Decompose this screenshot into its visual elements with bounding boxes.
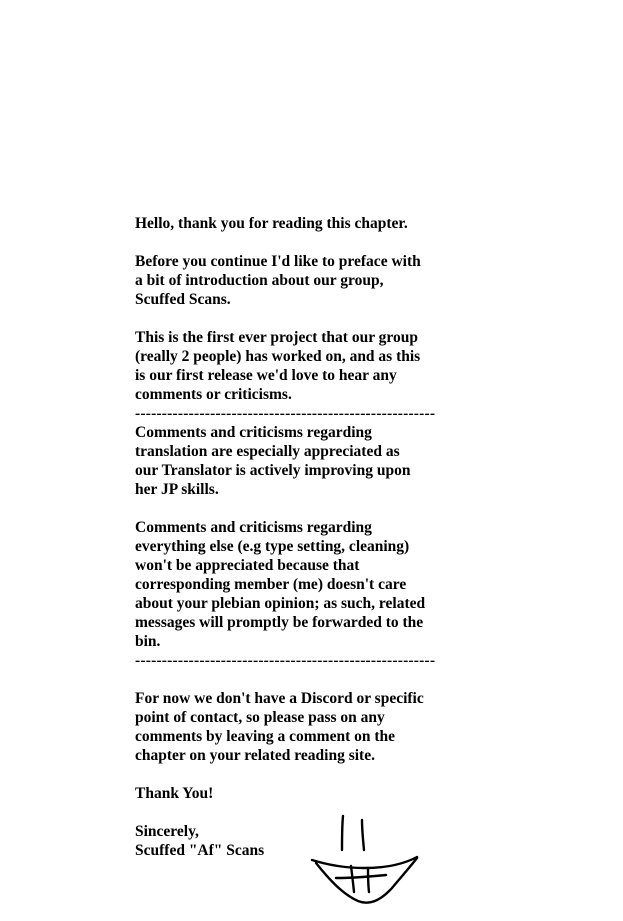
paragraph-gap xyxy=(135,499,465,518)
text-line: chapter on your related reading site. xyxy=(135,747,375,764)
text-line: translation are especially appreciated as xyxy=(135,443,400,460)
text-line: Scuffed Scans. xyxy=(135,291,231,308)
text-line: her JP skills. xyxy=(135,481,219,498)
contact-paragraph xyxy=(135,689,465,765)
text-line: won't be appreciated because that xyxy=(135,557,360,574)
text-line: comments by leaving a comment on the xyxy=(135,728,396,745)
divider-line: -------------------------------------------------------- xyxy=(135,405,436,422)
text-line: point of contact, so please pass on any xyxy=(135,709,385,726)
text-line: Comments and criticisms regarding xyxy=(135,519,372,536)
paragraph-gap xyxy=(135,765,465,784)
text-line: (really 2 people) has worked on, and as this xyxy=(135,348,421,365)
paragraph-gap xyxy=(135,233,465,252)
other-paragraph xyxy=(135,518,465,651)
text-line: bin. xyxy=(135,633,161,650)
text-line: about your plebian opinion; as such, related xyxy=(135,595,426,612)
closing-line: Sincerely, xyxy=(135,823,199,840)
text-line: For now we don't have a Discord or specific xyxy=(135,690,424,707)
text-line: corresponding member (me) doesn't care xyxy=(135,576,407,593)
text-line: a bit of introduction about our group, xyxy=(135,272,384,289)
paragraph-gap xyxy=(135,309,465,328)
thanks-line: Thank You! xyxy=(135,785,214,802)
paragraph-gap xyxy=(135,670,465,689)
text-line: is our first release we'd love to hear any xyxy=(135,367,397,384)
divider-line: -------------------------------------------------------- xyxy=(135,652,436,669)
text-line: Before you continue I'd like to preface with xyxy=(135,253,421,270)
project-paragraph xyxy=(135,328,465,404)
text-line: messages will promptly be forwarded to the xyxy=(135,614,424,631)
text-line: comments or criticisms. xyxy=(135,386,292,403)
letter-body xyxy=(135,214,465,860)
text-line: our Translator is actively improving upon xyxy=(135,462,411,479)
signoff-line: Scuffed "Af" Scans xyxy=(135,842,265,859)
translation-paragraph xyxy=(135,423,465,499)
text-line: Comments and criticisms regarding xyxy=(135,424,372,441)
greeting-line: Hello, thank you for reading this chapter. xyxy=(135,215,408,232)
intro-paragraph xyxy=(135,252,465,309)
hand-drawn-face-doodle-icon xyxy=(306,812,424,914)
text-line: This is the first ever project that our group xyxy=(135,329,419,346)
text-line: everything else (e.g type setting, cleaning) xyxy=(135,538,410,555)
